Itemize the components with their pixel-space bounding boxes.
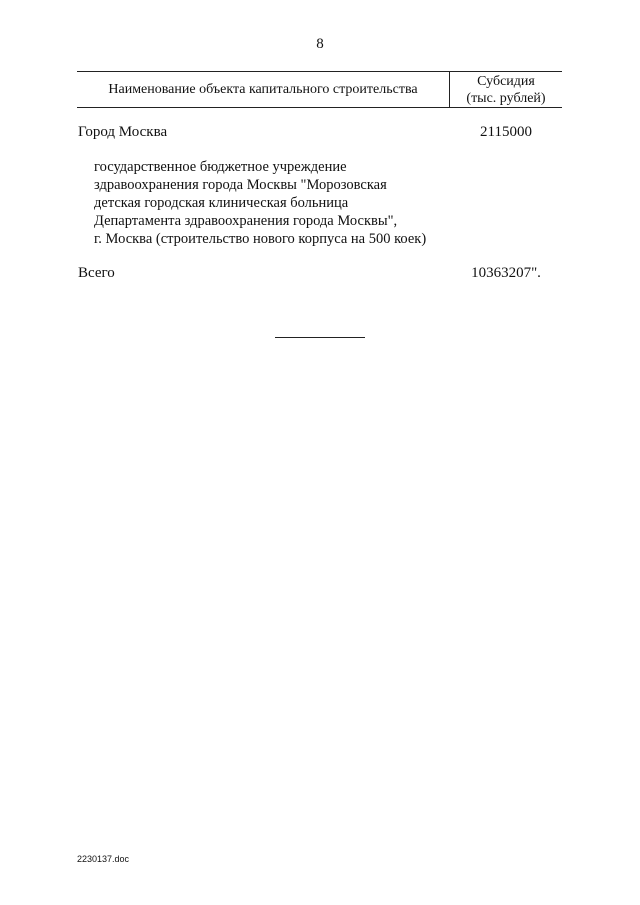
object-description-line: государственное бюджетное учреждение	[94, 159, 347, 175]
total-label: Всего	[78, 265, 115, 281]
end-divider	[275, 337, 365, 338]
header-object-name: Наименование объекта капитального строительства	[77, 72, 450, 107]
city-name: Город Москва	[78, 124, 168, 140]
header-subsidy-unit: (тыс. рублей)	[466, 90, 546, 106]
city-subsidy-value: 2115000	[480, 124, 532, 140]
object-description-line: Департамента здравоохранения города Москвы",	[94, 213, 398, 229]
header-subsidy-title: Субсидия	[477, 73, 535, 89]
object-description-line: здравоохранения города Москвы "Морозовская	[94, 177, 387, 193]
header-subsidy	[450, 72, 562, 107]
table-header	[77, 71, 562, 108]
document-id: 2230137.doc	[77, 854, 130, 864]
total-value: 10363207".	[471, 265, 541, 281]
object-description-line: г. Москва (строительство нового корпуса на 500 коек)	[94, 231, 427, 247]
object-description-line: детская городская клиническая больница	[94, 195, 349, 211]
page-number: 8	[316, 36, 324, 52]
object-description	[94, 158, 474, 248]
